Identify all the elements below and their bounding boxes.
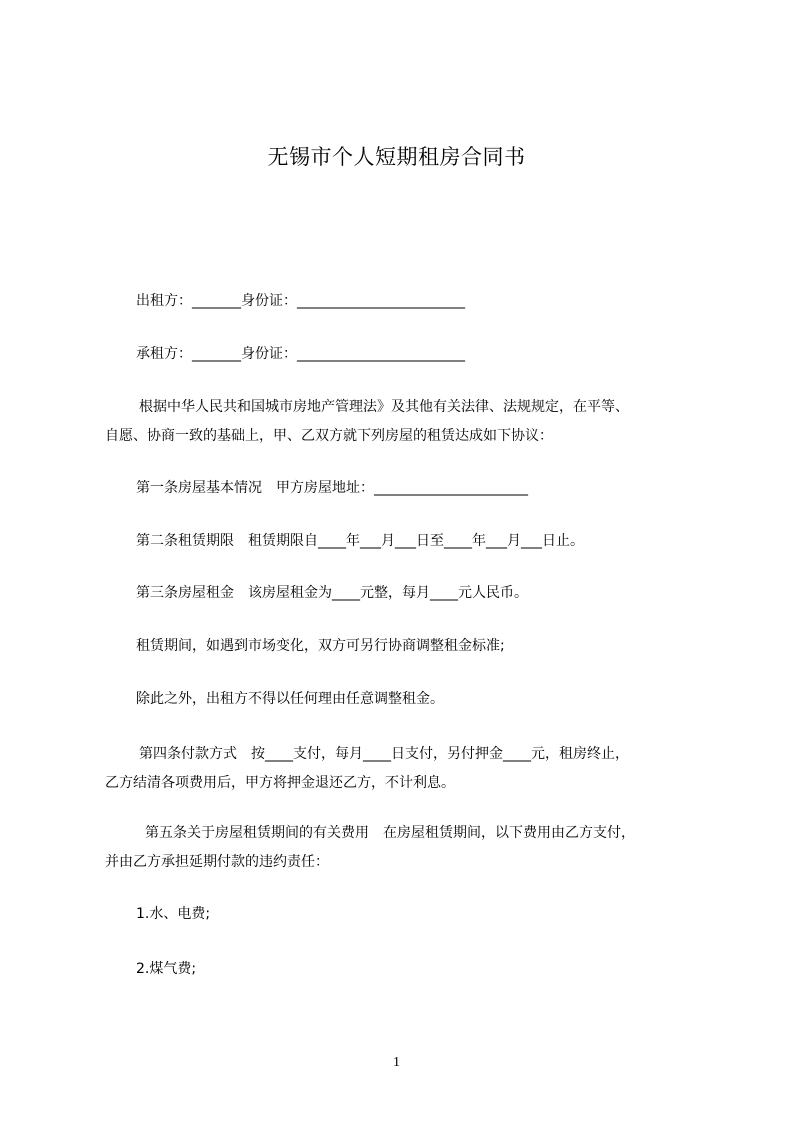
fee-item-water-electricity: 1.水、电费; bbox=[136, 906, 211, 922]
article-4-line-2: 乙方结清各项费用后，甲方将押金退还乙方，不计利息。 bbox=[105, 775, 455, 791]
article-1-paragraph: 第一条房屋基本情况 甲方房屋地址：______________________ bbox=[136, 480, 528, 496]
preamble-line-1: 根据中华人民共和国城市房地产管理法》及其他有关法律、法规规定，在平等、 bbox=[139, 399, 629, 415]
article-4-line-1: 第四条付款方式 按____支付，每月____日支付，另付押金____元，租房终止， bbox=[139, 746, 629, 762]
preamble-paragraph bbox=[105, 393, 695, 451]
preamble-line-2: 自愿、协商一致的基础上，甲、乙双方就下列房屋的租赁达成如下协议： bbox=[105, 428, 553, 444]
page-title: 无锡市个人短期租房合同书 bbox=[267, 145, 526, 169]
article-5-paragraph bbox=[105, 819, 695, 877]
fee-item-gas: 2.煤气费; bbox=[136, 961, 197, 977]
lessor-line: 出租方：_______身份证：________________________ bbox=[136, 293, 465, 309]
page-number: 1 bbox=[393, 1055, 400, 1070]
article-3-paragraph: 第三条房屋租金 该房屋租金为____元整，每月____元人民币。 bbox=[136, 585, 528, 601]
lessee-line: 承租方：_______身份证：________________________ bbox=[136, 346, 465, 362]
rent-change-paragraph: 租赁期间，如遇到市场变化，双方可另行协商调整租金标准; bbox=[136, 638, 505, 654]
article-4-paragraph bbox=[105, 740, 695, 798]
rent-fixed-paragraph: 除此之外，出租方不得以任何理由任意调整租金。 bbox=[136, 691, 444, 707]
article-5-line-2: 并由乙方承担延期付款的违约责任： bbox=[105, 854, 329, 870]
article-5-line-1: 第五条关于房屋租赁期间的有关费用 在房屋租赁期间，以下费用由乙方支付， bbox=[145, 825, 635, 841]
article-2-paragraph: 第二条租赁期限 租赁期限自____年___月___日至____年___月___日止。 bbox=[136, 533, 584, 549]
